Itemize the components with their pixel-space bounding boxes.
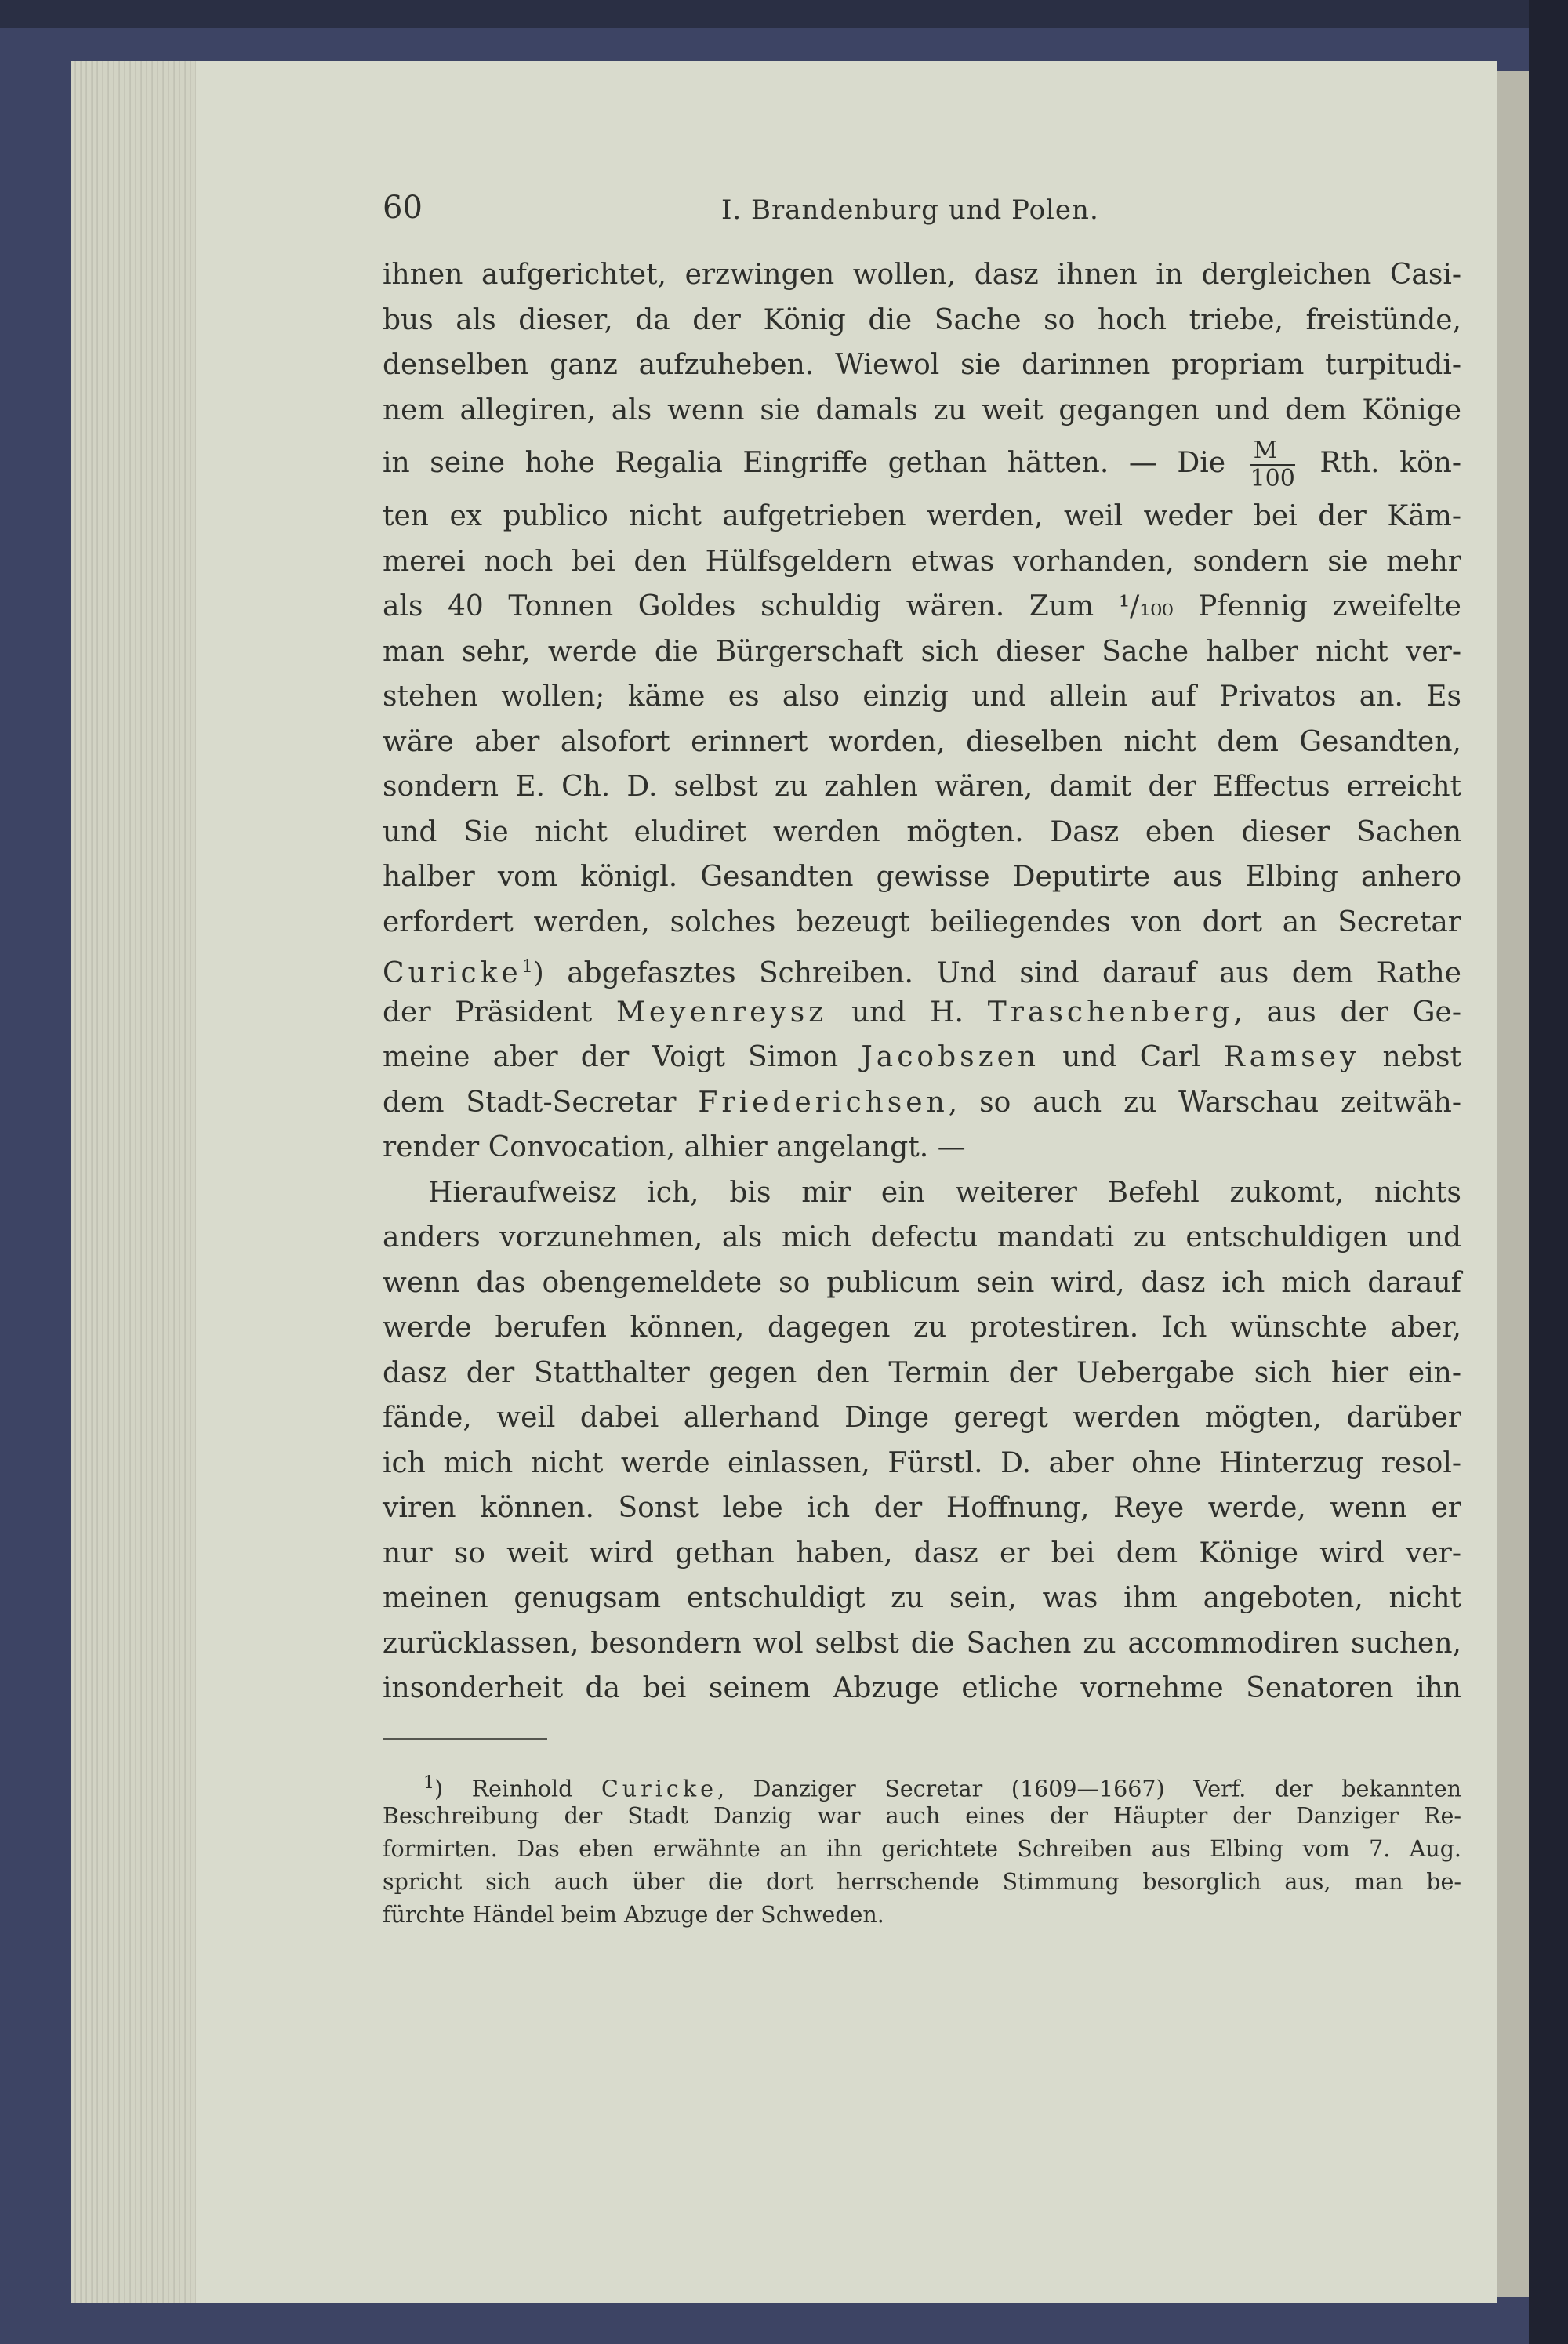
- text-segment: wenn das obengemeldete so publicum sein wird, dasz ich mich darauf: [383, 1266, 1461, 1299]
- text-segment: wäre aber alsofort erinnert worden, dieselben nicht dem Gesandten,: [383, 725, 1461, 758]
- text-segment: dem Stadt-Secretar: [383, 1086, 677, 1119]
- text-line: [383, 1125, 1461, 1170]
- facing-page-edge: [1497, 71, 1529, 2297]
- text-segment: ich mich nicht werde einlassen, Fürstl. D. aber ohne Hinterzug resol-: [383, 1446, 1461, 1479]
- footnote-marker: 1: [423, 1773, 434, 1793]
- text-segment: als 40 Tonnen Goldes schuldig wären. Zum ¹/₁₀₀ Pfennig zweifelte: [383, 590, 1461, 622]
- text-segment: , Danziger Secretar (1609—1667) Verf. der bekannten: [717, 1776, 1461, 1802]
- text-line: [383, 1531, 1461, 1577]
- footnote-line: [383, 1833, 1461, 1866]
- text-segment: insonderheit da bei seinem Abzuge etliche vornehme Senatoren ihn: [383, 1672, 1461, 1704]
- text-segment: der Präsident: [383, 996, 593, 1029]
- spaced-name: Friederichsen: [698, 1086, 949, 1119]
- text-line: [383, 1486, 1461, 1531]
- text-segment: formirten. Das eben erwähnte an ihn gerichtete Schreiben aus Elbing vom 7. Aug.: [383, 1836, 1461, 1862]
- spaced-name: Jacobszen: [861, 1041, 1040, 1073]
- text-segment: werde berufen können, dagegen zu protestiren. Ich wünschte aber,: [383, 1312, 1461, 1344]
- text-line: [383, 990, 1461, 1036]
- text-segment: ten ex publico nicht aufgetrieben werden, weil weder bei der Käm-: [383, 500, 1461, 532]
- spaced-name: Ramsey: [1223, 1041, 1360, 1073]
- text-line: [383, 1215, 1461, 1261]
- text-line: [383, 433, 1461, 494]
- footnote-line: [383, 1767, 1461, 1800]
- text-line: [383, 900, 1461, 945]
- text-line: [383, 1035, 1461, 1080]
- spaced-name: Curicke: [601, 1776, 717, 1802]
- text-segment: und Carl: [1062, 1041, 1201, 1073]
- spaced-name: Curicke: [383, 957, 522, 989]
- text-segment: viren können. Sonst lebe ich der Hoffnung, Reye werde, wenn er: [383, 1492, 1461, 1524]
- spaced-name: Meyenreysz: [615, 996, 828, 1029]
- footnote-line: [383, 1899, 1461, 1932]
- text-segment: dasz der Statthalter gegen den Termin der Uebergabe sich hier ein-: [383, 1356, 1461, 1389]
- text-segment: , so auch zu Warschau zeitwäh-: [948, 1086, 1461, 1119]
- text-line: [383, 855, 1461, 900]
- text-segment: ihnen aufgerichtet, erzwingen wollen, dasz ihnen in dergleichen Casi-: [383, 259, 1461, 291]
- cover-top-edge: [0, 0, 1568, 28]
- cover-right-edge: [1529, 0, 1568, 2344]
- text-segment: meine aber der Voigt Simon: [383, 1041, 839, 1073]
- running-head: I. Brandenburg und Polen.: [721, 194, 1099, 226]
- footnote-ref: 1: [521, 957, 533, 977]
- text-segment: ) abgefasztes Schreiben. Und sind darauf aus dem Rathe: [532, 957, 1461, 989]
- text-line: [383, 1395, 1461, 1441]
- text-line: [383, 298, 1461, 343]
- text-segment: halber vom königl. Gesandten gewisse Deputirte aus Elbing anhero: [383, 861, 1461, 893]
- footnote-line: [383, 1866, 1461, 1899]
- text-segment: und Sie nicht eludiret werden mögten. Dasz eben dieser Sachen: [383, 815, 1461, 848]
- text-line: [383, 1576, 1461, 1621]
- text-segment: ) Reinhold: [434, 1776, 573, 1802]
- text-segment: bus als dieser, da der König die Sache so hoch triebe, freistünde,: [383, 303, 1461, 336]
- text-segment: Rth. kön-: [1319, 447, 1461, 479]
- text-segment: nur so weit wird gethan haben, dasz er bei dem Könige wird ver-: [383, 1537, 1461, 1569]
- footnote-rule: [383, 1738, 547, 1740]
- main-text: [383, 252, 1461, 1711]
- text-segment: nem allegiren, als wenn sie damals zu weit gegangen und dem Könige: [383, 394, 1461, 426]
- text-segment: und H.: [851, 996, 964, 1029]
- text-line: [383, 945, 1461, 990]
- page-stack-edge: [71, 61, 204, 2303]
- fraction-denominator: 100: [1250, 465, 1295, 492]
- text-segment: Hieraufweisz ich, bis mir ein weiterer Befehl zukomt, nichts: [428, 1176, 1461, 1209]
- text-line: [383, 539, 1461, 585]
- footnotes: [383, 1767, 1461, 1932]
- text-segment: in seine hohe Regalia Eingriffe gethan hätten. — Die: [383, 447, 1226, 479]
- text-segment: denselben ganz aufzuheben. Wiewol sie darinnen propriam turpitudi-: [383, 349, 1461, 381]
- text-segment: zurücklassen, besondern wol selbst die Sachen zu accommodiren suchen,: [383, 1627, 1461, 1660]
- page-number: 60: [383, 190, 423, 226]
- text-line: [383, 1441, 1461, 1486]
- text-segment: spricht sich auch über die dort herrschende Stimmung besorglich aus, man be-: [383, 1869, 1461, 1895]
- text-segment: anders vorzunehmen, als mich defectu mandati zu entschuldigen und: [383, 1221, 1461, 1254]
- fraction-numerator: M: [1250, 437, 1295, 466]
- text-segment: Beschreibung der Stadt Danzig war auch eines der Häupter der Danziger Re-: [383, 1803, 1461, 1829]
- text-segment: render Convocation, alhier angelangt. —: [383, 1131, 966, 1163]
- text-line: [383, 388, 1461, 434]
- text-line: [383, 720, 1461, 765]
- text-line: [383, 1351, 1461, 1396]
- text-line: [383, 584, 1461, 630]
- text-line: [383, 674, 1461, 720]
- text-segment: meinen genugsam entschuldigt zu sein, was ihm angeboten, nicht: [383, 1582, 1461, 1614]
- text-segment: merei noch bei den Hülfsgeldern etwas vorhanden, sondern sie mehr: [383, 545, 1461, 578]
- footnote-line: [383, 1800, 1461, 1833]
- text-segment: sondern E. Ch. D. selbst zu zahlen wären, damit der Effectus erreicht: [383, 771, 1461, 803]
- text-segment: fürchte Händel beim Abzuge der Schweden.: [383, 1902, 884, 1928]
- text-line: [383, 1080, 1461, 1126]
- text-segment: nebst: [1382, 1041, 1461, 1073]
- text-segment: erfordert werden, solches bezeugt beiliegendes von dort an Secretar: [383, 905, 1461, 938]
- fraction: [1250, 437, 1295, 492]
- text-segment: man sehr, werde die Bürgerschaft sich dieser Sache halber nicht ver-: [383, 635, 1461, 668]
- text-line: [383, 1621, 1461, 1667]
- page-header: [383, 190, 1465, 237]
- text-line: [383, 810, 1461, 855]
- text-line: [383, 1666, 1461, 1711]
- text-segment: stehen wollen; käme es also einzig und allein auf Privatos an. Es: [383, 680, 1461, 713]
- text-line: [383, 764, 1461, 810]
- text-line: [383, 494, 1461, 539]
- text-line: [383, 1305, 1461, 1351]
- text-segment: fände, weil dabei allerhand Dinge geregt werden mögten, darüber: [383, 1402, 1461, 1434]
- text-line: [383, 630, 1461, 675]
- text-line: [383, 343, 1461, 388]
- text-line: [383, 252, 1461, 298]
- text-line: [383, 1170, 1461, 1216]
- text-segment: , aus der Ge-: [1233, 996, 1461, 1029]
- text-line: [383, 1261, 1461, 1306]
- spaced-name: Traschenberg: [987, 996, 1234, 1029]
